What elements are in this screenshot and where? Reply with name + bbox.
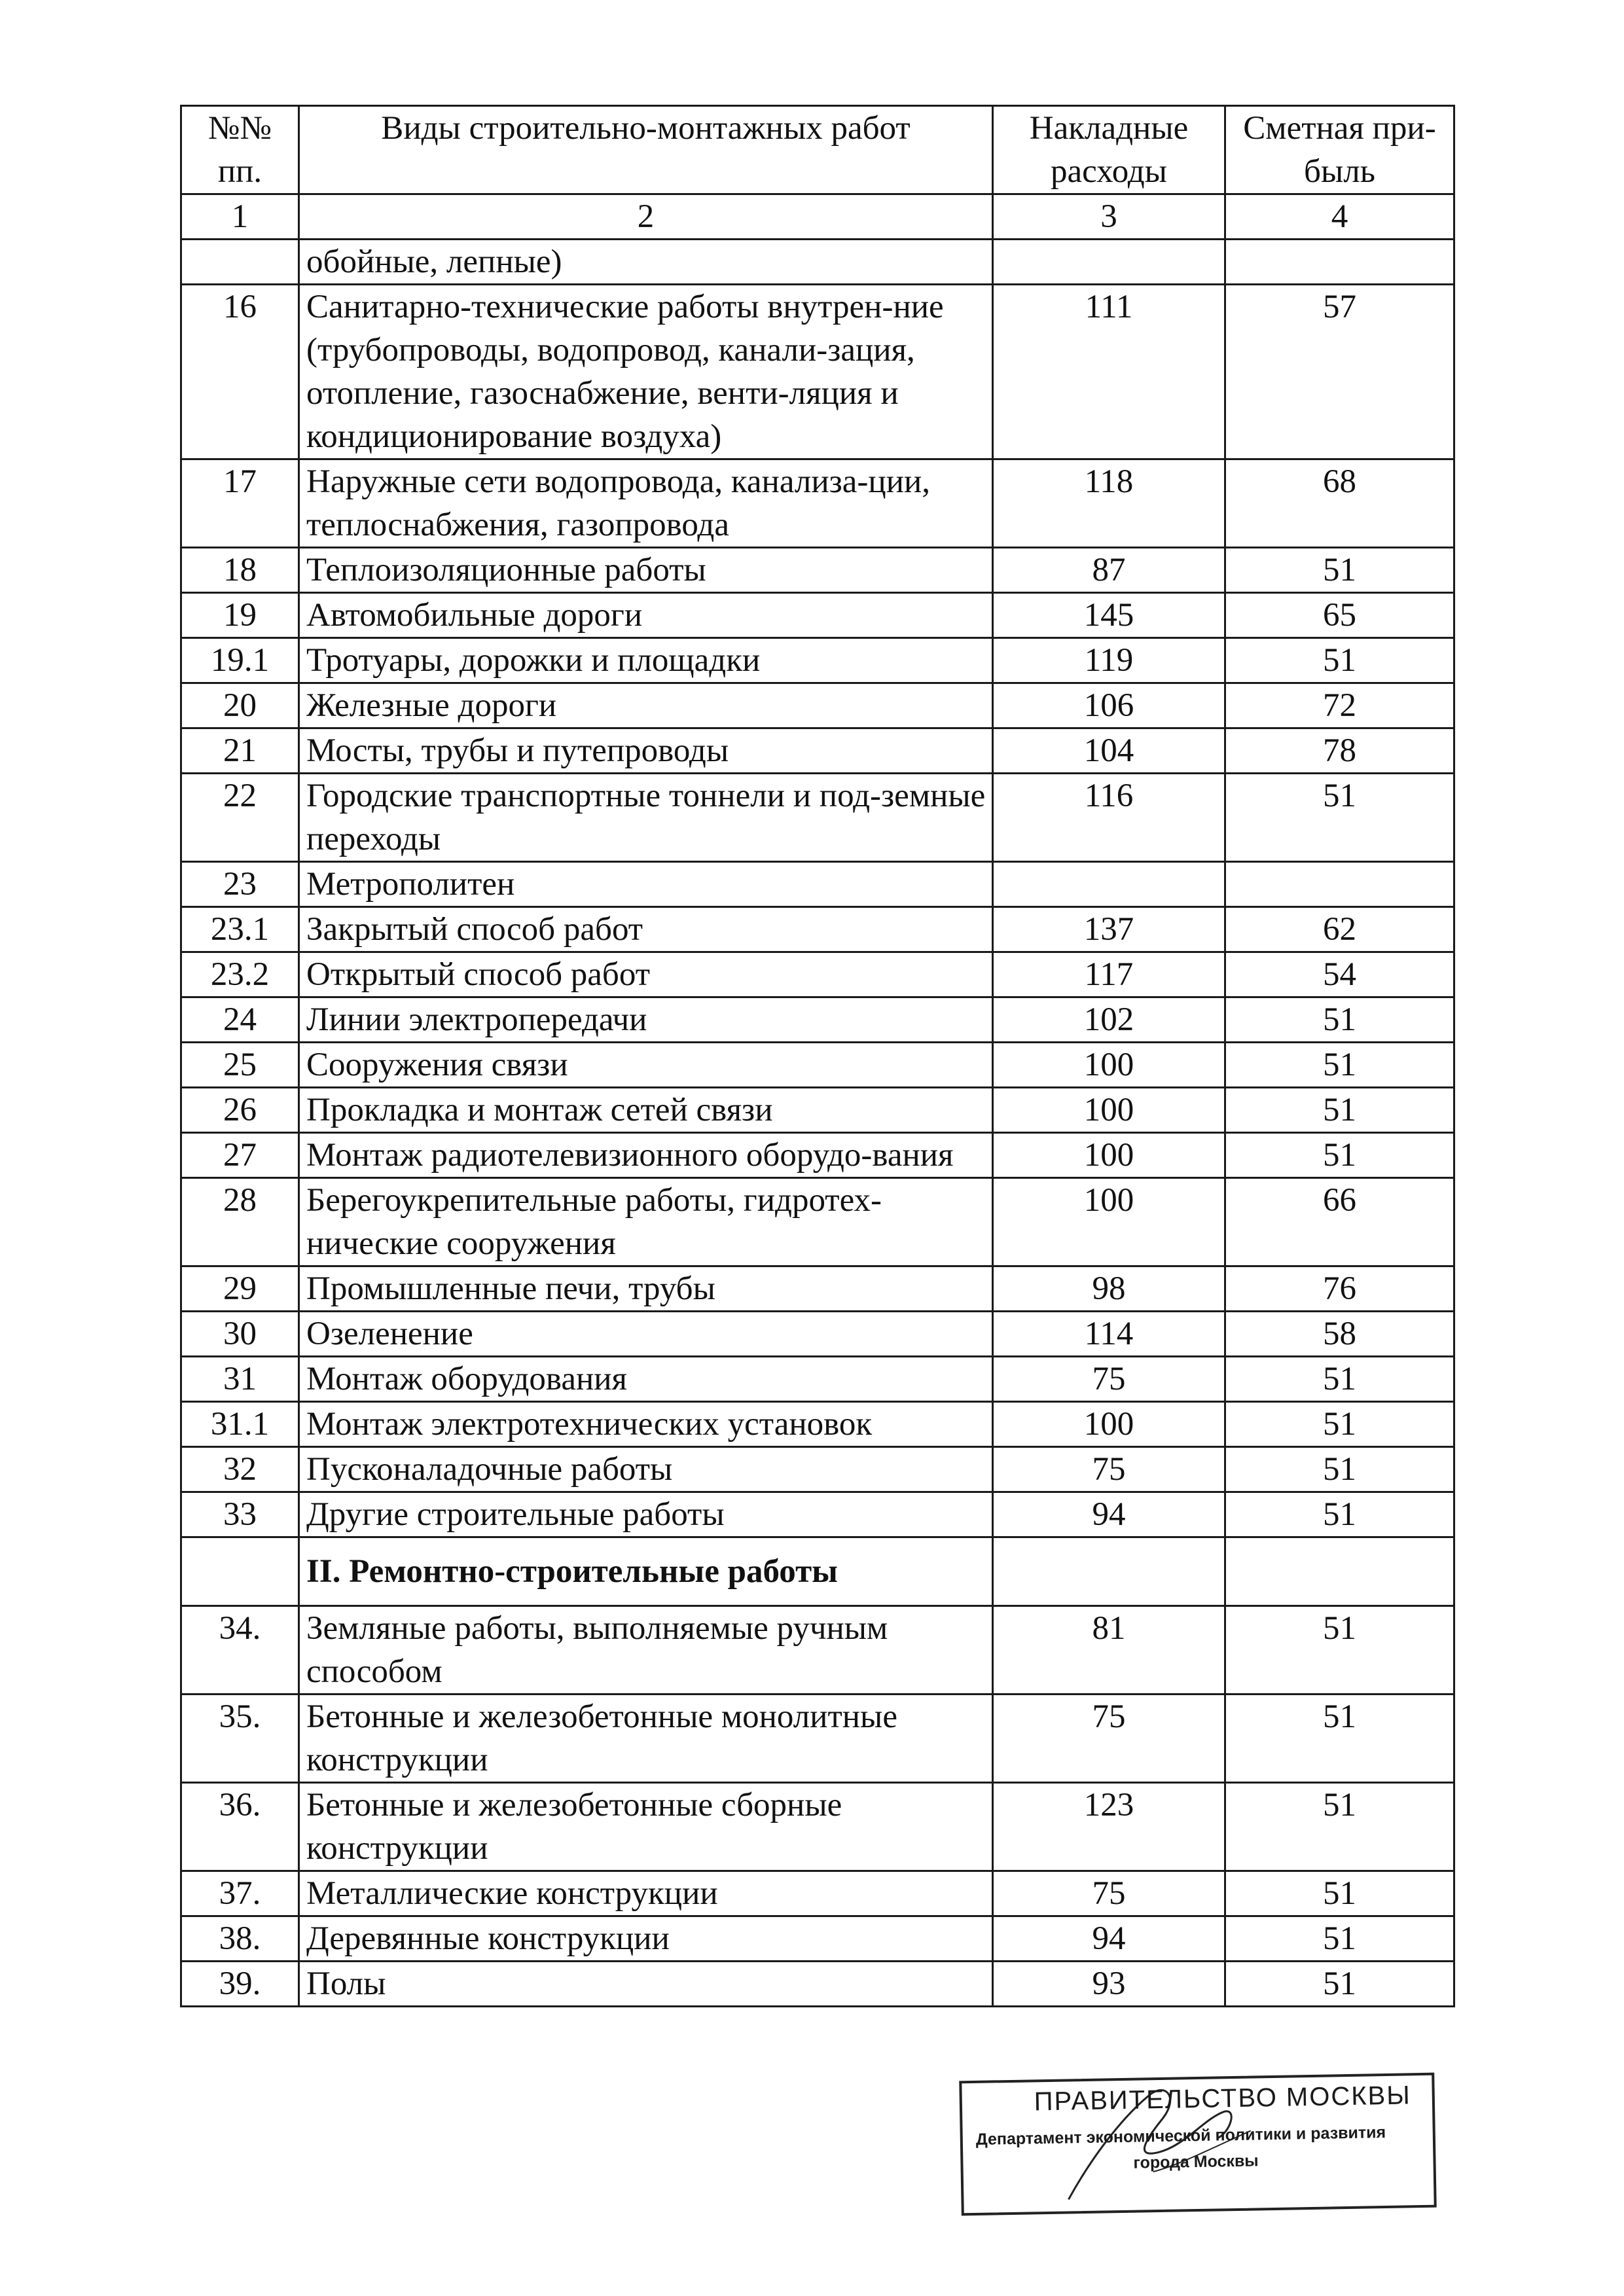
row-work-type: Другие строительные работы: [299, 1492, 993, 1537]
row-overhead: 75: [993, 1447, 1225, 1492]
row-work-type: Деревянные конструкции: [299, 1916, 993, 1962]
row-work-type: Озеленение: [299, 1312, 993, 1357]
row-work-type: Открытый способ работ: [299, 952, 993, 997]
table-row: [181, 1492, 1454, 1537]
row-work-type: Пусконаладочные работы: [299, 1447, 993, 1492]
column-numbers-row: [181, 194, 1454, 240]
row-number: 20: [181, 683, 299, 728]
row-overhead: 94: [993, 1492, 1225, 1537]
government-stamp: [959, 2073, 1436, 2216]
row-overhead: 87: [993, 548, 1225, 593]
row-overhead: 123: [993, 1783, 1225, 1871]
row-profit: 51: [1225, 774, 1454, 862]
table-row: [181, 1916, 1454, 1962]
row-overhead: [993, 862, 1225, 907]
table-row: [181, 1266, 1454, 1312]
table-row: [181, 1133, 1454, 1178]
table-row: [181, 728, 1454, 774]
row-work-type: Сооружения связи: [299, 1043, 993, 1088]
row-work-type: Бетонные и железобетонные сборные конструкции: [299, 1783, 993, 1871]
row-profit: 51: [1225, 1606, 1454, 1695]
row-number: 23.2: [181, 952, 299, 997]
row-number: 22: [181, 774, 299, 862]
table-row: [181, 1695, 1454, 1783]
row-overhead: 104: [993, 728, 1225, 774]
row-work-type: Земляные работы, выполняемые ручным способом: [299, 1606, 993, 1695]
stamp-department: Департамент экономической политики и развития: [975, 2123, 1386, 2149]
column-number: 1: [181, 194, 299, 240]
row-profit: 65: [1225, 593, 1454, 638]
row-overhead: [993, 1537, 1225, 1606]
row-overhead: 102: [993, 997, 1225, 1043]
table-row: [181, 1312, 1454, 1357]
row-work-type: Бетонные и железобетонные монолитные конструкции: [299, 1695, 993, 1783]
row-work-type: II. Ремонтно-строительные работы: [299, 1537, 993, 1606]
table-row: [181, 774, 1454, 862]
row-work-type: Промышленные печи, трубы: [299, 1266, 993, 1312]
row-work-type: Полы: [299, 1962, 993, 2007]
row-number: 18: [181, 548, 299, 593]
table-row: [181, 1871, 1454, 1916]
row-number: [181, 1537, 299, 1606]
table-row: [181, 1357, 1454, 1402]
row-number: 24: [181, 997, 299, 1043]
row-work-type: Монтаж радиотелевизионного оборудо-вания: [299, 1133, 993, 1178]
table-row: [181, 548, 1454, 593]
row-overhead: 100: [993, 1178, 1225, 1266]
row-number: [181, 240, 299, 285]
row-number: 31.1: [181, 1402, 299, 1447]
row-profit: 54: [1225, 952, 1454, 997]
row-number: 31: [181, 1357, 299, 1402]
table-row: [181, 683, 1454, 728]
table-row: [181, 638, 1454, 683]
stamp-city: города Москвы: [1133, 2151, 1259, 2172]
table-row: [181, 907, 1454, 952]
header-profit: Сметная при-быль: [1225, 106, 1454, 194]
row-profit: 78: [1225, 728, 1454, 774]
row-profit: 58: [1225, 1312, 1454, 1357]
row-number: 23: [181, 862, 299, 907]
row-overhead: 100: [993, 1043, 1225, 1088]
row-profit: [1225, 862, 1454, 907]
row-profit: 72: [1225, 683, 1454, 728]
table-row: [181, 1178, 1454, 1266]
table-row: [181, 1962, 1454, 2007]
row-number: 21: [181, 728, 299, 774]
row-number: 25: [181, 1043, 299, 1088]
row-profit: 51: [1225, 1043, 1454, 1088]
row-overhead: 145: [993, 593, 1225, 638]
row-number: 16: [181, 285, 299, 459]
table-row: [181, 1783, 1454, 1871]
row-work-type: Линии электропередачи: [299, 997, 993, 1043]
row-profit: 51: [1225, 1962, 1454, 2007]
row-overhead: 75: [993, 1695, 1225, 1783]
row-number: 26: [181, 1088, 299, 1133]
row-work-type: Прокладка и монтаж сетей связи: [299, 1088, 993, 1133]
row-profit: 51: [1225, 1492, 1454, 1537]
header-num: №№ пп.: [181, 106, 299, 194]
row-overhead: 118: [993, 459, 1225, 548]
row-work-type: Городские транспортные тоннели и под-земные переходы: [299, 774, 993, 862]
column-number: 4: [1225, 194, 1454, 240]
row-profit: 51: [1225, 1871, 1454, 1916]
stamp-title: ПРАВИТЕЛЬСТВО МОСКВЫ: [1034, 2081, 1412, 2117]
row-overhead: 119: [993, 638, 1225, 683]
row-number: 36.: [181, 1783, 299, 1871]
row-work-type: Монтаж оборудования: [299, 1357, 993, 1402]
row-work-type: Железные дороги: [299, 683, 993, 728]
row-profit: 51: [1225, 1357, 1454, 1402]
table-row: [181, 1606, 1454, 1695]
row-profit: 76: [1225, 1266, 1454, 1312]
row-overhead: 94: [993, 1916, 1225, 1962]
column-number: 2: [299, 194, 993, 240]
table-header-row: [181, 106, 1454, 194]
row-profit: 51: [1225, 1695, 1454, 1783]
row-work-type: Берегоукрепительные работы, гидротех-нические сооружения: [299, 1178, 993, 1266]
row-number: 35.: [181, 1695, 299, 1783]
header-overhead: Накладные расходы: [993, 106, 1225, 194]
row-profit: 51: [1225, 638, 1454, 683]
row-number: 30: [181, 1312, 299, 1357]
row-profit: 66: [1225, 1178, 1454, 1266]
row-profit: 57: [1225, 285, 1454, 459]
table-row: [181, 952, 1454, 997]
row-profit: 51: [1225, 548, 1454, 593]
row-work-type: обойные, лепные): [299, 240, 993, 285]
row-number: 37.: [181, 1871, 299, 1916]
row-overhead: 75: [993, 1871, 1225, 1916]
table-row: [181, 1043, 1454, 1088]
row-overhead: 100: [993, 1402, 1225, 1447]
column-number: 3: [993, 194, 1225, 240]
row-number: 27: [181, 1133, 299, 1178]
row-overhead: [993, 240, 1225, 285]
table-row: [181, 593, 1454, 638]
row-overhead: 81: [993, 1606, 1225, 1695]
row-work-type: Наружные сети водопровода, канализа-ции, теплоснабжения, газопровода: [299, 459, 993, 548]
row-profit: 51: [1225, 1447, 1454, 1492]
row-profit: 51: [1225, 997, 1454, 1043]
table-row: [181, 285, 1454, 459]
row-number: 23.1: [181, 907, 299, 952]
rates-table: [180, 105, 1455, 2007]
row-work-type: Теплоизоляционные работы: [299, 548, 993, 593]
row-overhead: 137: [993, 907, 1225, 952]
row-number: 19: [181, 593, 299, 638]
row-work-type: Мосты, трубы и путепроводы: [299, 728, 993, 774]
row-overhead: 98: [993, 1266, 1225, 1312]
row-profit: 51: [1225, 1916, 1454, 1962]
row-overhead: 114: [993, 1312, 1225, 1357]
row-number: 29: [181, 1266, 299, 1312]
row-profit: [1225, 240, 1454, 285]
table-row: [181, 862, 1454, 907]
row-overhead: 100: [993, 1088, 1225, 1133]
table-row: [181, 1402, 1454, 1447]
row-number: 28: [181, 1178, 299, 1266]
row-overhead: 100: [993, 1133, 1225, 1178]
table-row: [181, 459, 1454, 548]
row-work-type: Закрытый способ работ: [299, 907, 993, 952]
row-profit: 51: [1225, 1088, 1454, 1133]
row-number: 32: [181, 1447, 299, 1492]
row-profit: [1225, 1537, 1454, 1606]
row-profit: 51: [1225, 1402, 1454, 1447]
table-row: [181, 997, 1454, 1043]
table-body: [181, 240, 1454, 2007]
row-overhead: 93: [993, 1962, 1225, 2007]
row-number: 19.1: [181, 638, 299, 683]
row-profit: 51: [1225, 1133, 1454, 1178]
row-overhead: 75: [993, 1357, 1225, 1402]
row-overhead: 116: [993, 774, 1225, 862]
table-row: [181, 1088, 1454, 1133]
table-row: [181, 240, 1454, 285]
row-profit: 68: [1225, 459, 1454, 548]
row-work-type: Автомобильные дороги: [299, 593, 993, 638]
row-work-type: Тротуары, дорожки и площадки: [299, 638, 993, 683]
row-overhead: 117: [993, 952, 1225, 997]
row-profit: 51: [1225, 1783, 1454, 1871]
row-overhead: 106: [993, 683, 1225, 728]
row-number: 39.: [181, 1962, 299, 2007]
row-work-type: Металлические конструкции: [299, 1871, 993, 1916]
row-work-type: Монтаж электротехнических установок: [299, 1402, 993, 1447]
header-work-type: Виды строительно-монтажных работ: [299, 106, 993, 194]
row-work-type: Санитарно-технические работы внутрен-ние (трубопроводы, водопровод, канали-зация, отопление, газоснабжение, венти-ляция и кондиционирование воздуха): [299, 285, 993, 459]
row-number: 38.: [181, 1916, 299, 1962]
row-overhead: 111: [993, 285, 1225, 459]
row-profit: 62: [1225, 907, 1454, 952]
table-row: [181, 1447, 1454, 1492]
row-number: 34.: [181, 1606, 299, 1695]
section-row: [181, 1537, 1454, 1606]
row-work-type: Метрополитен: [299, 862, 993, 907]
row-number: 33: [181, 1492, 299, 1537]
row-number: 17: [181, 459, 299, 548]
